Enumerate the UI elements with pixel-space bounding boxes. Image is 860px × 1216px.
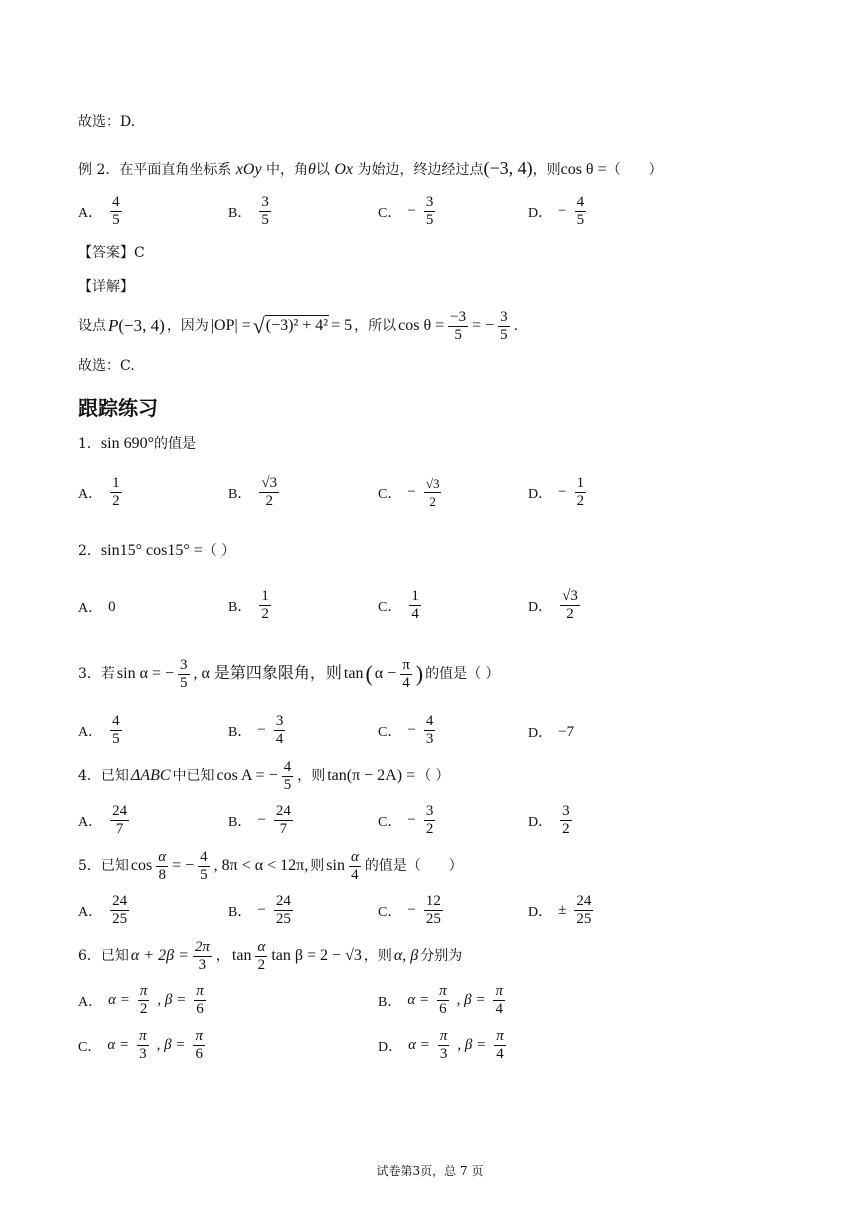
q1-option-d[interactable]: D． − $\frac{1}{2}$ — [528, 475, 585, 509]
question-1-stem: 1．sin 690°的值是 — [78, 435, 196, 452]
q5-option-d[interactable]: D． ± $\frac{24}{25}$ — [528, 893, 592, 927]
previous-conclusion: 故选：D. — [78, 114, 136, 130]
question-6-stem: 6．已知 α + 2β = $\frac{2\pi}{3}$ ， tan $\frac{\alpha}{2}$ tan β = 2 − √3 ，则 α, β 分别为 — [78, 938, 463, 973]
q2-option-b[interactable]: B． $\frac{1}{2}$ — [228, 588, 269, 622]
q6-option-d[interactable]: D． α = $\frac{\pi}{3}$ , β = $\frac{\pi}{4}$ — [378, 1028, 504, 1062]
q4-option-c[interactable]: C． − $\frac{3}{2}$ — [378, 803, 434, 837]
fraction: $\frac{4}{5}$ — [576, 194, 585, 228]
example2-option-b[interactable]: B． $\frac{3}{5}$ — [228, 194, 269, 228]
q4-option-a[interactable]: A． $\frac{24}{7}$ — [78, 803, 128, 837]
q6-option-a[interactable]: A． α = $\frac{\pi}{2}$ , β = $\frac{\pi}{6}$ — [78, 983, 204, 1017]
q3-option-a[interactable]: A． $\frac{4}{5}$ — [78, 713, 120, 747]
page-footer: 试卷第3页，总 7 页 — [376, 1164, 484, 1178]
q3-option-c[interactable]: C． − $\frac{4}{3}$ — [378, 713, 434, 747]
example2-option-c[interactable]: C． − $\frac{3}{5}$ — [378, 194, 434, 228]
example2-conclusion: 故选：C. — [78, 358, 135, 374]
question-2-stem: 2．sin15° cos15° =（ ） — [78, 542, 236, 559]
square-root: √ (−3)² + 4² — [252, 313, 329, 338]
q1-option-a[interactable]: A． $\frac{1}{2}$ — [78, 475, 120, 509]
q5-option-b[interactable]: B． − $\frac{24}{25}$ — [228, 893, 291, 927]
q2-option-c[interactable]: C． $\frac{1}{4}$ — [378, 588, 419, 622]
q3-option-b[interactable]: B． − $\frac{3}{4}$ — [228, 713, 284, 747]
q2-option-d[interactable]: D． $\frac{√3}{2}$ — [528, 588, 578, 622]
fraction: $\frac{3}{5}$ — [425, 194, 434, 228]
q6-option-c[interactable]: C． α = $\frac{\pi}{3}$ , β = $\frac{\pi}{6}$ — [78, 1028, 203, 1062]
question-3-stem: 3．若 sin α = − $\frac{3}{5}$ , α 是第四象限角，则 tan ( α − $\frac{\pi}{4}$ ) 的值是（ ） — [78, 656, 500, 691]
q1-option-b[interactable]: B． $\frac{√3}{2}$ — [228, 475, 278, 509]
fraction: $\frac{3}{5}$ — [261, 194, 269, 228]
q3-option-d[interactable]: D． −7 — [528, 723, 575, 741]
q6-option-b[interactable]: B． α = $\frac{\pi}{6}$ , β = $\frac{\pi}{4}$ — [378, 983, 503, 1017]
example2-option-a[interactable]: A． $\frac{4}{5}$ — [78, 194, 120, 228]
section-title: 跟踪练习 — [78, 396, 158, 420]
q4-option-d[interactable]: D． $\frac{3}{2}$ — [528, 803, 570, 837]
question-5-stem: 5．已知 cos $\frac{\alpha}{8}$ = − $\frac{4}{5}$ , 8π < α < 12π, 则 sin $\frac{\alpha}{4}$ 的值是（ ） — [78, 848, 463, 883]
example2-stem: 例 2．在平面直角坐标系 xOy 中，角θ以 Ox 为始边，终边经过点(−3, 4)，则cos θ =（ ） — [78, 158, 663, 178]
question-4-stem: 4．已知 ΔABC 中已知 cos A = − $\frac{4}{5}$ ，则 tan(π − 2A) = （ ） — [78, 758, 450, 793]
q2-option-a[interactable]: A． 0 — [78, 598, 116, 616]
q5-option-c[interactable]: C． − $\frac{12}{25}$ — [378, 893, 441, 927]
fraction: $\frac{4}{5}$ — [112, 194, 120, 228]
q1-option-c[interactable]: C． − $\frac{√3}{2}$ — [378, 476, 440, 509]
example2-solution: 设点 P(−3, 4) ，因为 |OP| = √ (−3)² + 4² = 5 ，所以 cos θ = $\frac{-3}{5}$ = − $\frac{3}{5}$ . — [78, 308, 519, 343]
example2-answer: 【答案】C — [78, 245, 145, 261]
example2-detail-title: 【详解】 — [78, 279, 134, 295]
q5-option-a[interactable]: A． $\frac{24}{25}$ — [78, 893, 128, 927]
example2-option-d[interactable]: D． − $\frac{4}{5}$ — [528, 194, 585, 228]
q4-option-b[interactable]: B． − $\frac{24}{7}$ — [228, 803, 291, 837]
